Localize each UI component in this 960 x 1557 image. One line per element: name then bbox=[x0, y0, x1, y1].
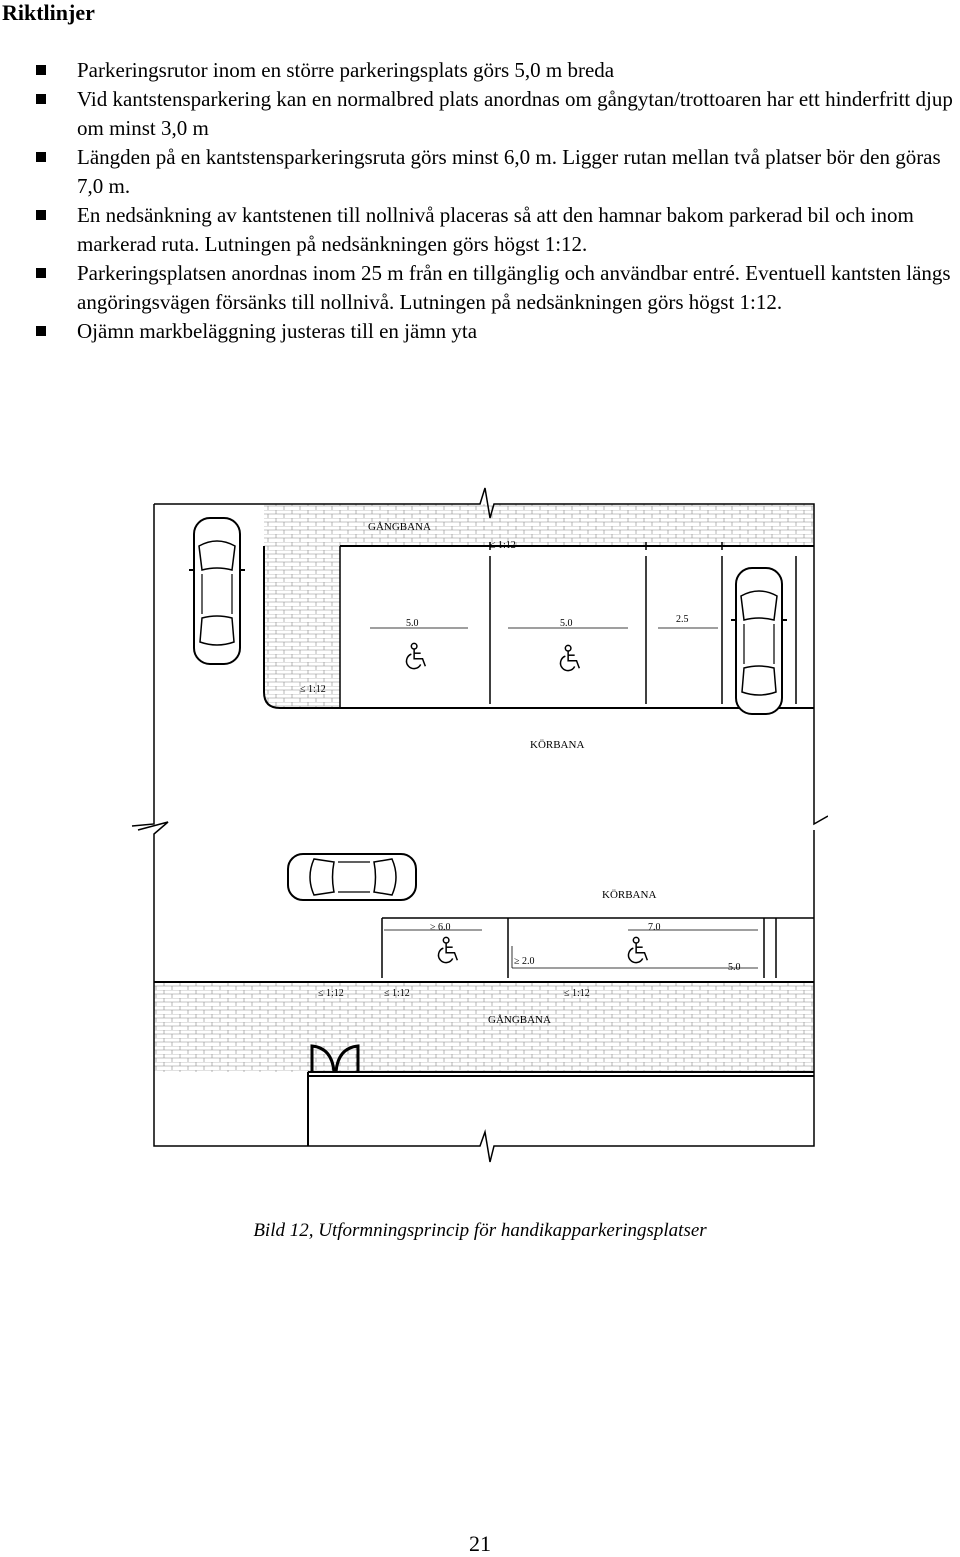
dimension-label: ≥ 6.0 bbox=[430, 922, 451, 933]
site-plan bbox=[132, 488, 828, 1162]
guideline-item bbox=[36, 317, 960, 346]
square-bullet-icon bbox=[36, 210, 46, 220]
dimension-label: 2.5 bbox=[676, 614, 689, 625]
guideline-item bbox=[36, 259, 960, 317]
dimension-label: 5.0 bbox=[560, 618, 573, 629]
slope-label: ≤ 1:12 bbox=[564, 988, 590, 999]
guideline-text: En nedsänkning av kantstenen till nollnivå placeras så att den hamnar bakom parkerad bil och inom markerad ruta. Lutningen på nedsänkningen görs högst 1:12. bbox=[77, 203, 914, 256]
guideline-text: Parkeringsrutor inom en större parkeringsplats görs 5,0 m breda bbox=[77, 58, 615, 82]
slope-label: ≤ 1:12 bbox=[384, 988, 410, 999]
guideline-text: Parkeringsplatsen anordnas inom 25 m från en tillgänglig och användbar entré. Eventuell kantsten längs angöringsvägen försänks till nollnivå. Lutningen på nedsänkningen görs högst 1:12. bbox=[77, 261, 951, 314]
guideline-item bbox=[36, 85, 960, 143]
slope-label: ≤ 1:12 bbox=[490, 540, 516, 551]
gangbana-label: GÅNGBANA bbox=[368, 521, 431, 533]
parking-plan-drawing bbox=[128, 478, 828, 1178]
wheelchair-icon bbox=[560, 645, 579, 670]
parked-car bbox=[731, 568, 787, 714]
figure-caption: Bild 12, Utformningsprincip för handikapparkeringsplatser bbox=[253, 1220, 707, 1241]
parked-car bbox=[189, 518, 245, 664]
page-heading: Riktlinjer bbox=[2, 0, 95, 25]
wheelchair-icon bbox=[406, 643, 425, 668]
wheelchair-icon bbox=[438, 937, 457, 962]
parked-car bbox=[288, 854, 416, 900]
korbana-label: KÖRBANA bbox=[530, 739, 585, 751]
dimension-label: ≥ 2.0 bbox=[514, 956, 535, 967]
bottom-sidewalk bbox=[154, 982, 814, 1072]
guideline-text: Vid kantstensparkering kan en normalbred plats anordnas om gångytan/trottoaren har ett hinderfritt djup om minst 3,0 m bbox=[77, 87, 953, 140]
square-bullet-icon bbox=[36, 326, 46, 336]
square-bullet-icon bbox=[36, 65, 46, 75]
dimension-label: 5.0 bbox=[728, 962, 741, 973]
guideline-item bbox=[36, 56, 960, 85]
slope-label: ≤ 1:12 bbox=[318, 988, 344, 999]
page-number: 21 bbox=[469, 1531, 491, 1556]
dimension-label: 7.0 bbox=[648, 922, 661, 933]
square-bullet-icon bbox=[36, 152, 46, 162]
square-bullet-icon bbox=[36, 94, 46, 104]
guideline-text: Längden på en kantstensparkeringsruta görs minst 6,0 m. Ligger rutan mellan två platser bör den göras 7,0 m. bbox=[77, 145, 941, 198]
square-bullet-icon bbox=[36, 268, 46, 278]
slope-label: ≤ 1:12 bbox=[300, 684, 326, 695]
guideline-item bbox=[36, 143, 960, 201]
wheelchair-icon bbox=[628, 937, 647, 962]
dimension-label: 5.0 bbox=[406, 618, 419, 629]
guideline-list bbox=[36, 56, 960, 346]
korbana-label: KÖRBANA bbox=[602, 889, 657, 901]
guideline-text: Ojämn markbeläggning justeras till en jämn yta bbox=[77, 319, 478, 343]
guideline-item bbox=[36, 201, 960, 259]
gangbana-label: GÅNGBANA bbox=[488, 1014, 551, 1026]
